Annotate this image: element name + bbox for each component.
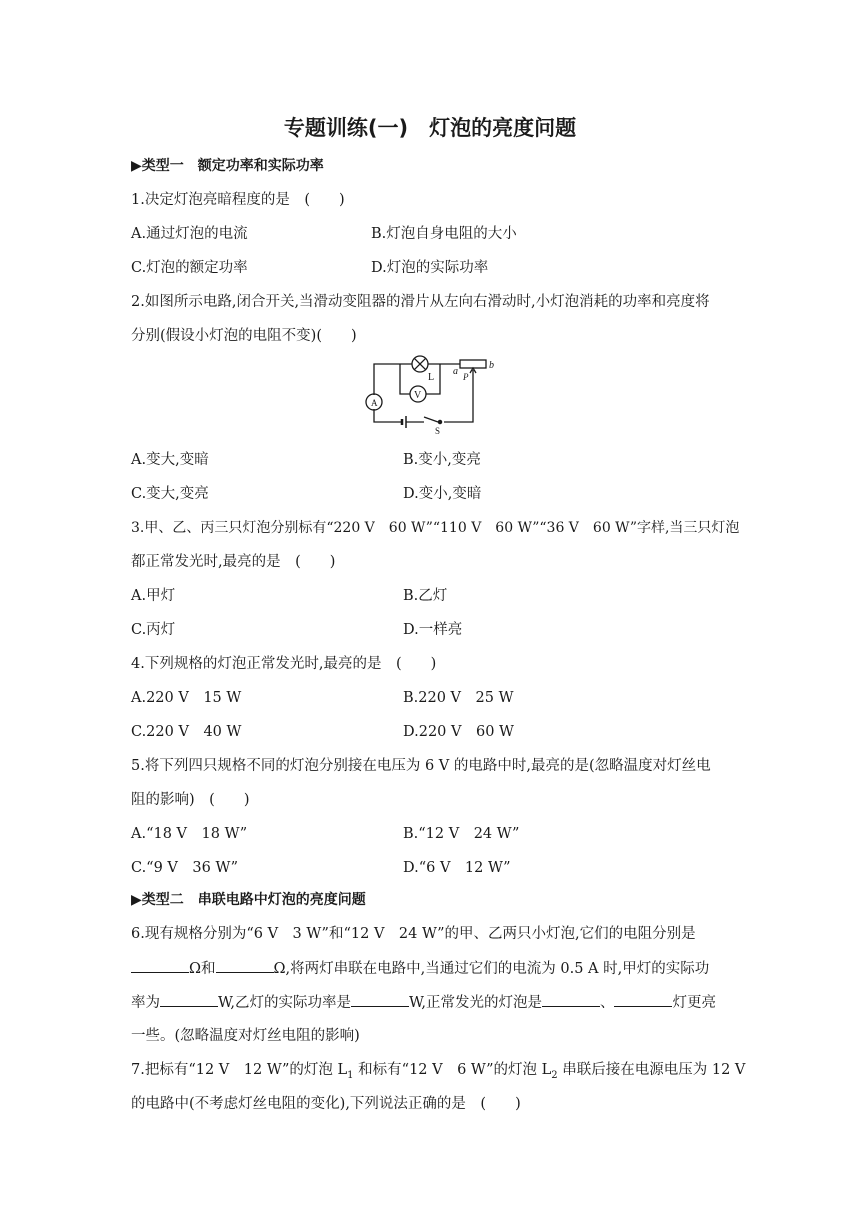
question-7-text: 7.把标有“12 V 12 W”的灯泡 L xyxy=(131,1062,348,1078)
question-6-line-2 xyxy=(131,958,709,979)
answer-blank[interactable] xyxy=(614,992,672,1007)
answer-blank[interactable] xyxy=(542,992,600,1007)
subscript: 2 xyxy=(551,1069,558,1081)
switch-symbol xyxy=(424,417,438,422)
question-1-option-b: B.灯泡自身电阻的大小 xyxy=(371,226,517,242)
question-7-line-2: 的电路中(不考虑灯丝电阻的变化),下列说法正确的是 ( ) xyxy=(131,1096,521,1112)
question-7-text: 串联后接在电源电压为 12 V xyxy=(557,1062,746,1078)
ammeter-label: A xyxy=(371,398,378,408)
section-heading-1: ▶类型一 额定功率和实际功率 xyxy=(131,158,324,174)
question-6-line-1: 6.现有规格分别为“6 V 3 W”和“12 V 24 W”的甲、乙两只小灯泡,它们的电阻分别是 xyxy=(131,926,696,942)
switch-label: S xyxy=(435,426,441,436)
question-2-option-d: D.变小,变暗 xyxy=(403,486,482,502)
question-1-option-d: D.灯泡的实际功率 xyxy=(371,260,489,276)
question-6-text: W,正常发光的灯泡是 xyxy=(408,995,542,1011)
question-3-stem-line-2: 都正常发光时,最亮的是 ( ) xyxy=(131,554,336,570)
question-3-stem-line-1: 3.甲、乙、丙三只灯泡分别标有“220 V 60 W”“110 V 60 W”“36 V 60 W”字样,当三只灯泡 xyxy=(131,520,740,536)
answer-blank[interactable] xyxy=(131,958,189,973)
question-2-stem-line-2: 分别(假设小灯泡的电阻不变)( ) xyxy=(131,328,357,344)
section-heading-2: ▶类型二 串联电路中灯泡的亮度问题 xyxy=(131,892,366,908)
question-6-line-3 xyxy=(131,992,716,1013)
question-1-option-a: A.通过灯泡的电流 xyxy=(131,226,248,242)
question-5-option-b: B.“12 V 24 W” xyxy=(403,826,520,842)
question-5-option-d: D.“6 V 12 W” xyxy=(403,860,511,876)
question-3-option-b: B.乙灯 xyxy=(403,588,448,604)
question-1-stem: 1.决定灯泡亮暗程度的是 ( ) xyxy=(131,192,345,208)
voltmeter-label: V xyxy=(414,390,422,401)
question-6-text: 、 xyxy=(599,995,615,1011)
question-1-option-c: C.灯泡的额定功率 xyxy=(131,260,248,276)
question-4-option-a: A.220 V 15 W xyxy=(131,690,242,706)
question-7-text: 和标有“12 V 6 W”的灯泡 L xyxy=(353,1062,552,1078)
question-6-text: 率为 xyxy=(131,995,160,1011)
question-5-option-c: C.“9 V 36 W” xyxy=(131,860,239,876)
question-6-line-4: 一些。(忽略温度对灯丝电阻的影响) xyxy=(131,1028,360,1044)
question-5-stem-line-1: 5.将下列四只规格不同的灯泡分别接在电压为 6 V 的电路中时,最亮的是(忽略温度对灯丝电 xyxy=(131,758,711,774)
question-6-text: Ω和 xyxy=(189,961,216,977)
question-6-text: Ω,将两灯串联在电路中,当通过它们的电流为 0.5 A 时,甲灯的实际功 xyxy=(273,961,710,977)
circuit-diagram xyxy=(362,354,502,436)
answer-blank[interactable] xyxy=(351,992,409,1007)
question-3-option-a: A.甲灯 xyxy=(131,588,176,604)
question-3-option-c: C.丙灯 xyxy=(131,622,176,638)
question-4-option-c: C.220 V 40 W xyxy=(131,724,242,740)
page-title: 专题训练(一) 灯泡的亮度问题 xyxy=(283,116,577,140)
question-4-option-d: D.220 V 60 W xyxy=(403,724,514,740)
rheostat-end-b-label: b xyxy=(489,360,494,371)
rheostat-end-a-label: a xyxy=(453,366,458,377)
answer-blank[interactable] xyxy=(160,992,218,1007)
question-4-stem: 4.下列规格的灯泡正常发光时,最亮的是 ( ) xyxy=(131,656,437,672)
question-2-option-b: B.变小,变亮 xyxy=(403,452,481,468)
subscript: 1 xyxy=(347,1069,354,1081)
question-4-option-b: B.220 V 25 W xyxy=(403,690,514,706)
slider-p-label: P xyxy=(463,372,469,382)
question-5-option-a: A.“18 V 18 W” xyxy=(131,826,248,842)
circuit-wire-left xyxy=(374,364,412,395)
question-5-stem-line-2: 阻的影响) ( ) xyxy=(131,792,250,808)
question-6-text: W,乙灯的实际功率是 xyxy=(218,995,351,1011)
question-2-option-a: A.变大,变暗 xyxy=(131,452,209,468)
answer-blank[interactable] xyxy=(216,958,274,973)
question-2-stem-line-1: 2.如图所示电路,闭合开关,当滑动变阻器的滑片从左向右滑动时,小灯泡消耗的功率和亮度将 xyxy=(131,294,710,310)
question-6-text: 灯更亮 xyxy=(672,995,716,1011)
question-7-line-1 xyxy=(131,1060,745,1086)
question-2-option-c: C.变大,变亮 xyxy=(131,486,209,502)
lamp-label: L xyxy=(428,372,435,383)
question-3-option-d: D.一样亮 xyxy=(403,622,463,638)
